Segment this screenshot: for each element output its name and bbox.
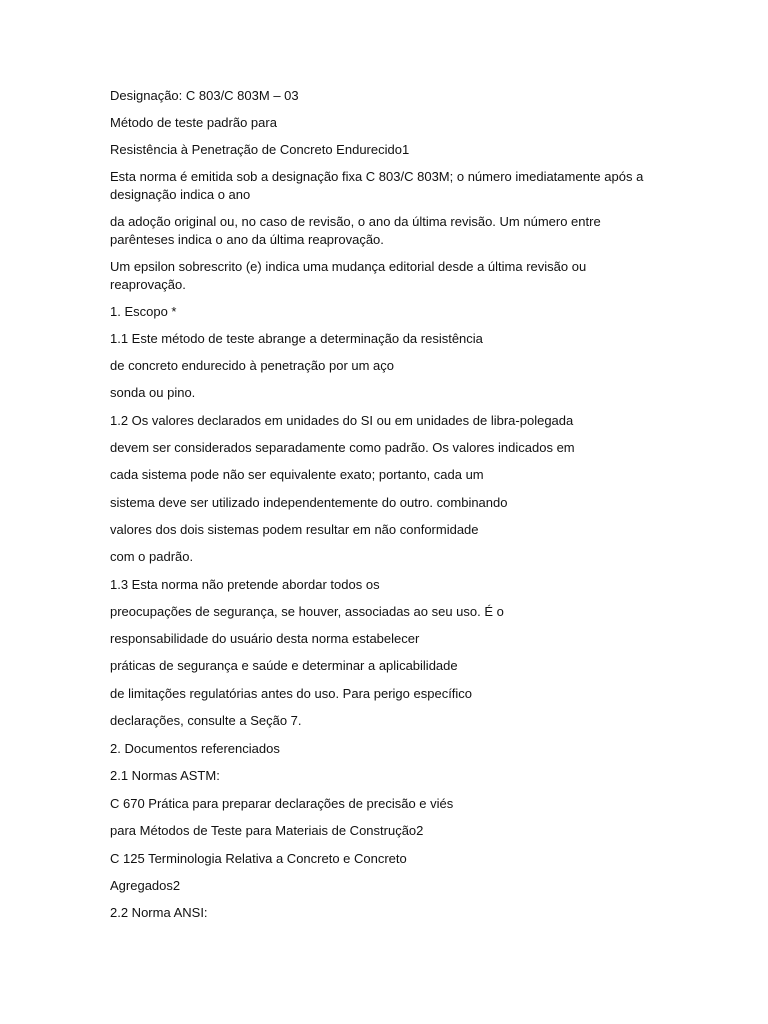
paragraph-epsilon-note: Um epsilon sobrescrito (e) indica uma mudança editorial desde a última revisão ou reaprovação. bbox=[110, 259, 587, 292]
text-line: Agregados2 bbox=[110, 878, 181, 893]
text-line: responsabilidade do usuário desta norma estabelecer bbox=[110, 631, 420, 646]
text-line: cada sistema pode não ser equivalente exato; portanto, cada um bbox=[110, 467, 484, 482]
text-line: 1.2 Os valores declarados em unidades do SI ou em unidades de libra-polegada bbox=[110, 413, 574, 428]
text-line: 1.1 Este método de teste abrange a determinação da resistência bbox=[110, 331, 483, 346]
text-line: com o padrão. bbox=[110, 549, 194, 564]
text-line: devem ser considerados separadamente como padrão. Os valores indicados em bbox=[110, 440, 575, 455]
text-line: sistema deve ser utilizado independentemente do outro. combinando bbox=[110, 495, 508, 510]
text-line: valores dos dois sistemas podem resultar em não conformidade bbox=[110, 522, 479, 537]
text-line: práticas de segurança e saúde e determinar a aplicabilidade bbox=[110, 658, 458, 673]
section-heading-referenced-documents: 2. Documentos referenciados bbox=[110, 741, 280, 756]
text-line: declarações, consulte a Seção 7. bbox=[110, 713, 302, 728]
text-line: sonda ou pino. bbox=[110, 385, 196, 400]
document-title-line-2: Resistência à Penetração de Concreto Endurecido1 bbox=[110, 142, 410, 157]
document-title-line-1: Método de teste padrão para bbox=[110, 115, 277, 130]
text-line: para Métodos de Teste para Materiais de Construção2 bbox=[110, 823, 424, 838]
paragraph-designation-note: Esta norma é emitida sob a designação fixa C 803/C 803M; o número imediatamente após a designação indica o ano bbox=[110, 169, 644, 202]
paragraph-adoption-note: da adoção original ou, no caso de revisão, o ano da última revisão. Um número entre parênteses indica o ano da última reaprovação. bbox=[110, 214, 601, 247]
subsection-heading-ansi: 2.2 Norma ANSI: bbox=[110, 905, 208, 920]
section-heading-scope: 1. Escopo * bbox=[110, 304, 177, 319]
text-line: de limitações regulatórias antes do uso. Para perigo específico bbox=[110, 686, 473, 701]
document-designation: Designação: C 803/C 803M – 03 bbox=[110, 88, 299, 103]
text-line: C 125 Terminologia Relativa a Concreto e Concreto bbox=[110, 851, 407, 866]
text-line: C 670 Prática para preparar declarações de precisão e viés bbox=[110, 796, 454, 811]
subsection-heading-astm: 2.1 Normas ASTM: bbox=[110, 768, 220, 783]
text-line: preocupações de segurança, se houver, associadas ao seu uso. É o bbox=[110, 604, 504, 619]
text-line: 1.3 Esta norma não pretende abordar todos os bbox=[110, 577, 380, 592]
text-line: de concreto endurecido à penetração por um aço bbox=[110, 358, 395, 373]
